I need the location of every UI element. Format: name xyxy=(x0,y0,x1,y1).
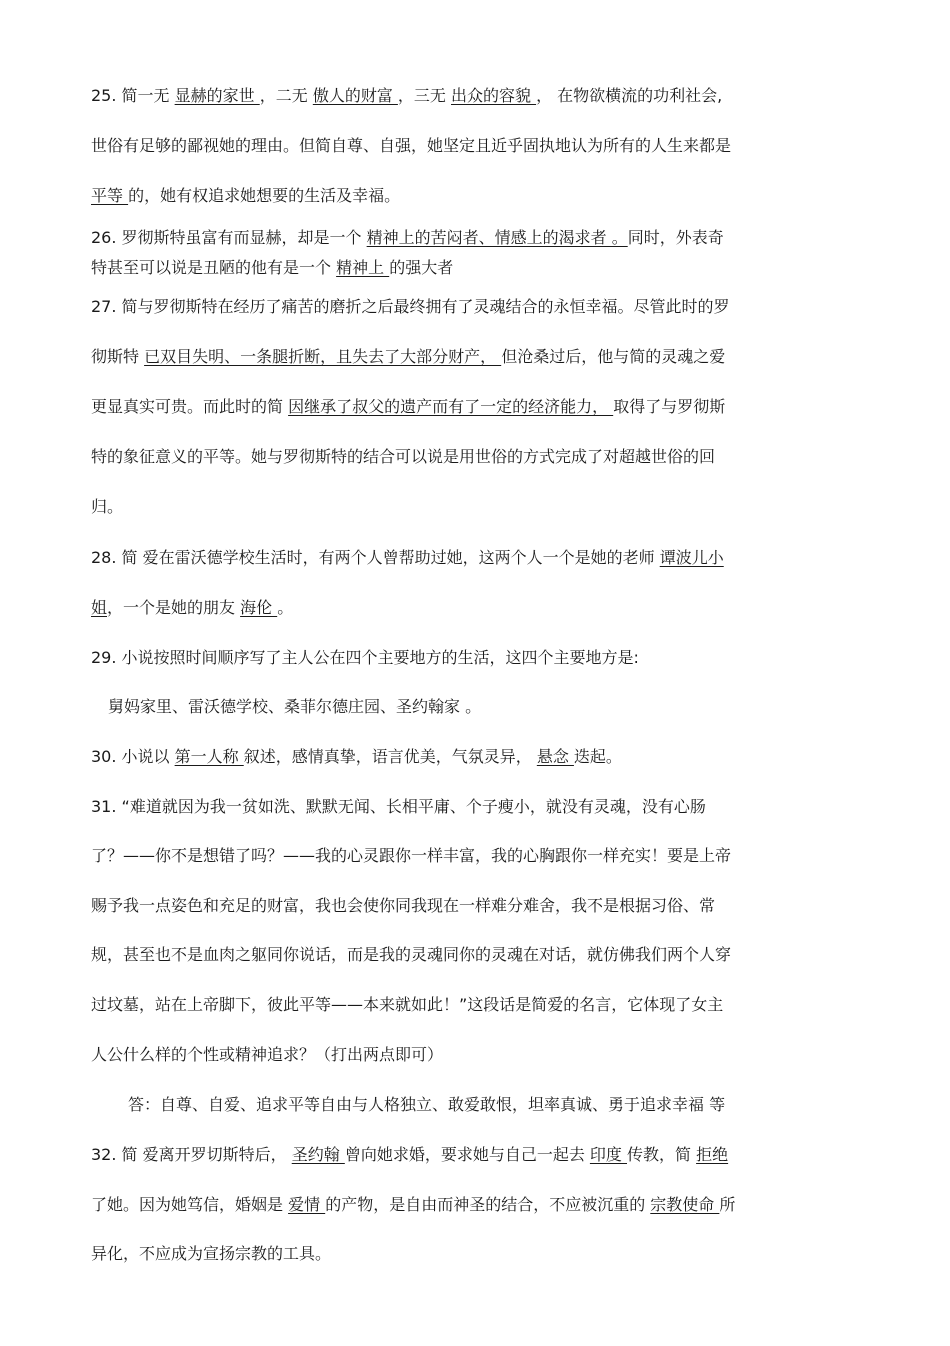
q25-answer-1: 显赫的家世 xyxy=(174,86,260,105)
q26-text: 特甚至可以说是丑陋的他有是一个 xyxy=(91,258,337,277)
q29-line-1: 29. 小说按照时间顺序写了主人公在四个主要地方的生活，这四个主要地方是: xyxy=(91,648,639,667)
q27-line-1: 27. 简与罗彻斯特在经历了痛苦的磨折之后最终拥有了灵魂结合的永恒幸福。尽管此时的罗 xyxy=(91,297,730,316)
q25-line-3 xyxy=(91,186,400,206)
q27-text: 取得了与罗彻斯 xyxy=(613,397,726,416)
q27-line-5: 归。 xyxy=(91,497,124,516)
q31-answer: 答：自尊、自爱、追求平等自由与人格独立、敢爱敢恨，坦率真诚、勇于追求幸福 等 xyxy=(128,1095,726,1114)
q25-answer-2: 傲人的财富 xyxy=(312,86,398,105)
q31-line-5: 过坟墓，站在上帝脚下，彼此平等——本来就如此！”这段话是简爱的名言，它体现了女主 xyxy=(91,995,724,1014)
q28-text: 。 xyxy=(277,598,294,617)
q25-answer-3: 出众的容貌 xyxy=(451,86,537,105)
q32-text: 所 xyxy=(719,1195,736,1214)
q28-text: 28. 简 爱在雷沃德学校生活时，有两个人曾帮助过她，这两个人一个是她的老师 xyxy=(91,548,660,567)
q25-text: ，三无 xyxy=(397,86,451,105)
q30-answer-1: 第一人称 xyxy=(174,747,244,766)
q32-line-2 xyxy=(91,1195,735,1215)
q30-line-1 xyxy=(91,747,622,767)
q28-line-2 xyxy=(91,598,293,618)
q28-answer-2: 海伦 xyxy=(240,598,278,617)
q26-text: 同时，外表奇 xyxy=(627,228,724,247)
q27-answer-2: 因继承了叔父的遗产而有了一定的经济能力， xyxy=(288,397,614,416)
q25-answer-4: 平等 xyxy=(91,186,129,205)
q30-text: 迭起。 xyxy=(573,747,622,766)
q32-answer-3: 拒绝 xyxy=(696,1145,729,1164)
q25-text: ， 在物欲横流的功利社会, xyxy=(536,86,723,105)
q31-line-2: 了？——你不是想错了吗？——我的心灵跟你一样丰富，我的心胸跟你一样充实！要是上帝 xyxy=(91,846,732,865)
q25-text: ，二无 xyxy=(259,86,313,105)
q32-answer-4: 爱情 xyxy=(288,1195,326,1214)
q32-line-3: 异化，不应成为宣扬宗教的工具。 xyxy=(91,1244,332,1263)
q29-answer: 舅妈家里、雷沃德学校、桑菲尔德庄园、圣约翰家 。 xyxy=(108,697,482,716)
q26-answer-1: 精神上的苦闷者、情感上的渴求者 。 xyxy=(366,228,628,247)
q31-line-3: 赐予我一点姿色和充足的财富，我也会使你同我现在一样难分难舍，我不是根据习俗、常 xyxy=(91,896,716,915)
q25-text: 的，她有权追求她想要的生活及幸福。 xyxy=(128,186,401,205)
q27-line-2 xyxy=(91,347,725,367)
q32-text: 曾向她求婚，要求她与自己一起去 xyxy=(344,1145,590,1164)
q32-text: 的产物，是自由而神圣的结合，不应被沉重的 xyxy=(325,1195,651,1214)
q27-line-3 xyxy=(91,397,725,417)
q32-text: 32. 简 爱离开罗切斯特后， xyxy=(91,1145,292,1164)
q28-answer-1: 谭波儿小 xyxy=(659,548,724,567)
q32-line-1 xyxy=(91,1145,728,1165)
q32-answer-2: 印度 xyxy=(589,1145,627,1164)
q26-answer-2: 精神上 xyxy=(336,258,390,277)
q32-text: 了她。因为她笃信，婚姻是 xyxy=(91,1195,289,1214)
q28-line-1 xyxy=(91,548,724,568)
q32-text: 传教，简 xyxy=(627,1145,697,1164)
q27-text: 但沧桑过后，他与简的灵魂之爱 xyxy=(501,347,726,366)
q30-text: 30. 小说以 xyxy=(91,747,175,766)
q27-line-4: 特的象征意义的平等。她与罗彻斯特的结合可以说是用世俗的方式完成了对超越世俗的回 xyxy=(91,447,716,466)
q26-text: 的强大者 xyxy=(389,258,454,277)
q31-line-1: 31. “难道就因为我一贫如洗、默默无闻、长相平庸、个子瘦小，就没有灵魂，没有心肠 xyxy=(91,797,706,816)
q26-text: 26. 罗彻斯特虽富有而显赫，却是一个 xyxy=(91,228,367,247)
q27-text: 更显真实可贵。而此时的简 xyxy=(91,397,289,416)
q25-line-2: 世俗有足够的鄙视她的理由。但简自尊、自强，她坚定且近乎固执地认为所有的人生来都是 xyxy=(91,136,732,155)
q31-line-4: 规，甚至也不是血肉之躯同你说话，而是我的灵魂同你的灵魂在对话，就仿佛我们两个人穿 xyxy=(91,945,732,964)
q27-text: 彻斯特 xyxy=(91,347,145,366)
q26-line-2 xyxy=(91,258,453,278)
q26-line-1 xyxy=(91,228,724,248)
q27-answer-1: 已双目失明、一条腿折断，且失去了大部分财产， xyxy=(144,347,502,366)
q32-answer-5: 宗教使命 xyxy=(650,1195,720,1214)
q31-line-6: 人公什么样的个性或精神追求？（打出两点即可） xyxy=(91,1045,444,1064)
q32-answer-1: 圣约翰 xyxy=(291,1145,345,1164)
q30-text: 叙述，感情真挚，语言优美，气氛灵异， xyxy=(243,747,537,766)
q28-answer-1-cont: 姐 xyxy=(91,598,108,617)
q30-answer-2: 悬念 xyxy=(536,747,574,766)
q28-text: ，一个是她的朋友 xyxy=(107,598,241,617)
q25-line-1 xyxy=(91,86,722,106)
q25-text: 25. 简一无 xyxy=(91,86,175,105)
